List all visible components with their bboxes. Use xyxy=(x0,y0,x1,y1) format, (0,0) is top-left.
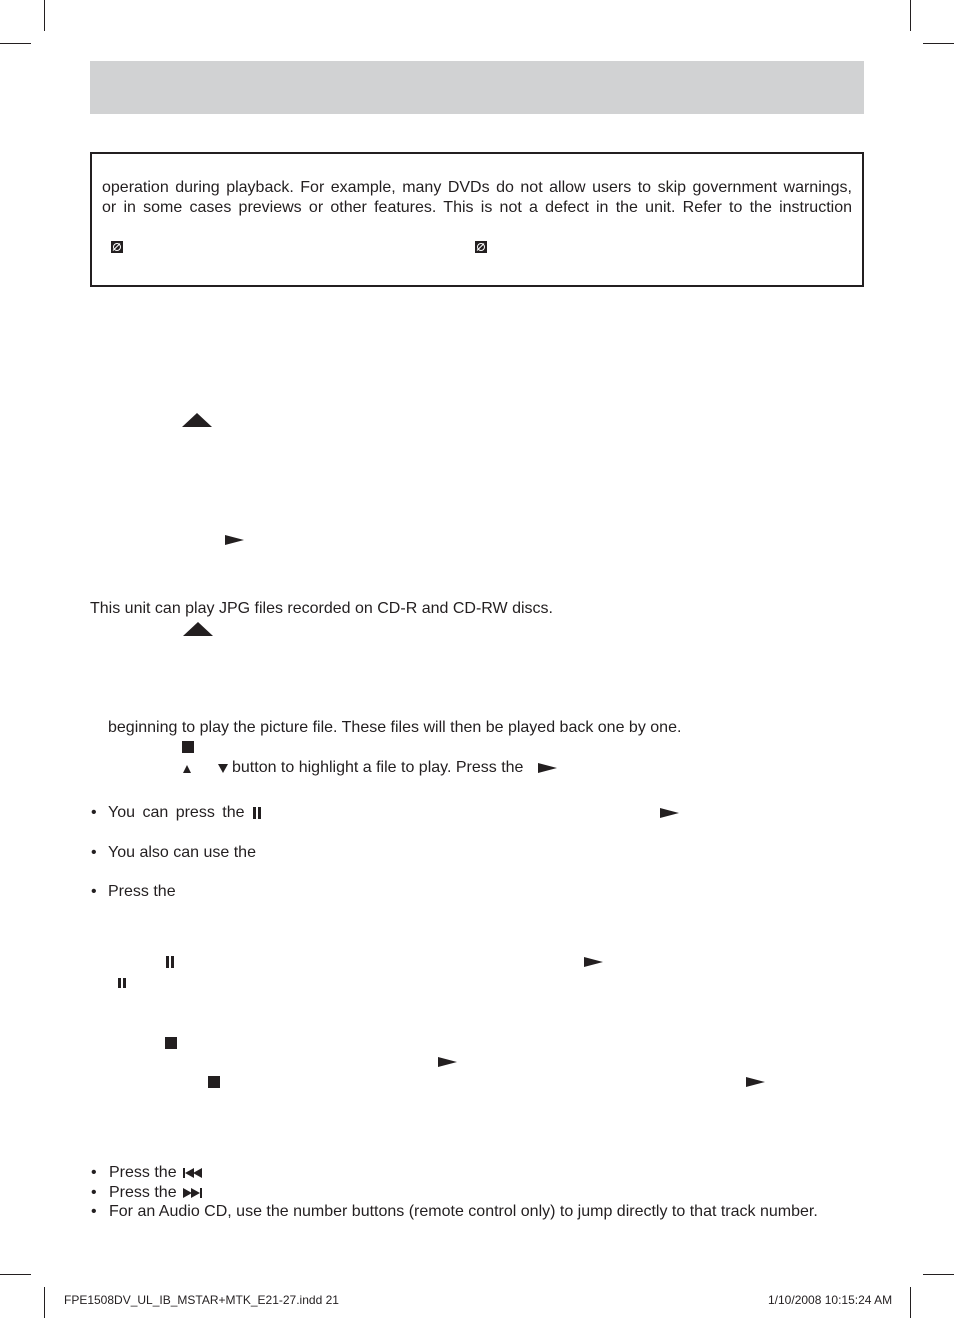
bullet-dot: • xyxy=(91,883,97,900)
play-icon xyxy=(225,535,244,545)
crop-mark xyxy=(0,1274,31,1275)
skip-prev-text: Press the xyxy=(109,1164,177,1181)
bullet-dot: • xyxy=(91,1203,97,1220)
bullet-dot: • xyxy=(91,804,97,821)
crop-mark xyxy=(44,1287,45,1318)
note-line-2: or in some cases previews or other features. This is not a defect in the unit. Refer to the instruction xyxy=(102,199,852,216)
crop-mark xyxy=(923,43,954,44)
jpg-step-highlight: button to highlight a file to play. Press the xyxy=(232,759,524,776)
crop-mark xyxy=(910,1287,911,1318)
prohibit-icon xyxy=(111,241,123,253)
play-icon xyxy=(438,1057,457,1067)
note-box xyxy=(90,152,864,287)
play-icon xyxy=(746,1077,765,1087)
bullet-also-text: You also can use the xyxy=(108,844,256,861)
skip-next-text: Press the xyxy=(109,1184,177,1201)
header-banner xyxy=(90,61,864,114)
stop-icon xyxy=(182,741,194,753)
note-line-1: operation during playback. For example, many DVDs do not allow users to skip government warnings, xyxy=(102,179,852,196)
crop-mark xyxy=(910,0,911,31)
bullet-dot: • xyxy=(91,1164,97,1181)
crop-mark xyxy=(44,0,45,31)
footer-date-slug: 1/10/2008 10:15:24 AM xyxy=(768,1293,893,1307)
skip-previous-icon xyxy=(183,1168,205,1178)
crop-mark xyxy=(0,43,31,44)
pause-icon xyxy=(165,956,175,968)
prohibit-icon xyxy=(475,241,487,253)
skip-next-icon xyxy=(183,1188,205,1198)
bullet-pause-text: You can press the xyxy=(108,804,245,821)
bullet-dot: • xyxy=(91,844,97,861)
pause-icon xyxy=(118,978,126,988)
stop-icon xyxy=(208,1076,220,1088)
pause-icon xyxy=(252,807,262,819)
bullet-dot: • xyxy=(91,1184,97,1201)
play-icon xyxy=(584,957,603,967)
bullet-press-text: Press the xyxy=(108,883,176,900)
skip-number-text: For an Audio CD, use the number buttons (remote control only) to jump directly to that track number. xyxy=(109,1203,818,1220)
jpg-intro: This unit can play JPG files recorded on CD-R and CD-RW discs. xyxy=(90,600,553,617)
open-close-icon xyxy=(182,413,212,427)
play-icon xyxy=(538,763,557,773)
play-icon xyxy=(660,808,679,818)
open-close-icon xyxy=(183,622,213,636)
footer-file-slug: FPE1508DV_UL_IB_MSTAR+MTK_E21-27.indd 21 xyxy=(64,1293,339,1307)
jpg-step-beginning: beginning to play the picture file. These files will then be played back one by one. xyxy=(108,719,682,736)
down-arrow-icon xyxy=(218,764,228,773)
stop-icon xyxy=(165,1037,177,1049)
crop-mark xyxy=(923,1274,954,1275)
up-arrow-icon xyxy=(183,765,191,773)
